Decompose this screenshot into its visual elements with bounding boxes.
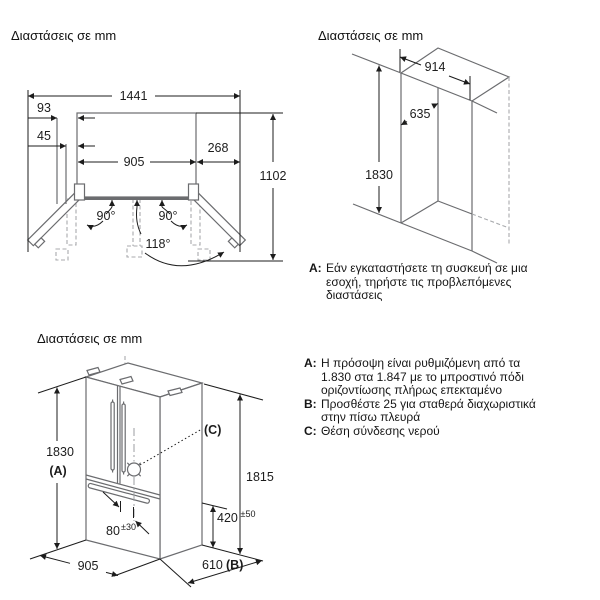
dim-1441-label: 1441 [119, 89, 148, 103]
note-c-row [304, 425, 592, 439]
dim-905-width [40, 556, 160, 577]
dim-610-b [160, 558, 262, 587]
dim-width-label: 905 [77, 559, 99, 573]
dim-niche-height-label: 1830 [365, 168, 393, 182]
angle-left-label: 90° [96, 209, 116, 223]
niche-outline [352, 48, 509, 263]
note-a-line-3: οριζοντίωσης πλήρως επεκταμένο [321, 383, 502, 397]
water-valve-icon [128, 463, 141, 476]
note-a-row [304, 357, 592, 371]
note-recess [309, 262, 571, 303]
right-hinge [189, 184, 199, 200]
dim-depth-label: 610 [202, 558, 223, 572]
top-view-open-doors-diagram [0, 0, 300, 330]
note-b-line-1: Προσθέστε 25 για σταθερά διαχωριστικά [321, 396, 536, 411]
note-a-line-1: Η πρόσοψη είναι ρυθμιζόμενη από τα [321, 356, 521, 370]
dim-1830-niche [365, 66, 393, 214]
left-door-open [28, 193, 84, 249]
dim-268 [197, 141, 240, 162]
dim-depth-key: (B) [226, 558, 244, 572]
doors-at-90-dashed [56, 199, 210, 260]
note-recess-line-3: διαστάσεις [326, 288, 383, 302]
dim-45-label: 45 [37, 129, 51, 143]
notes-block [304, 357, 592, 438]
dim-635 [401, 104, 438, 126]
dim-niche-width-label: 914 [424, 60, 446, 74]
dim-water-height-tol: ±50 [240, 509, 256, 519]
note-a-line-2: 1.830 στα 1.847 με το μπροστινό πόδι [321, 369, 524, 384]
dim-height-hinge-label: 1815 [246, 470, 274, 484]
dim-height-key: (A) [49, 464, 67, 478]
note-b-key: B: [304, 396, 317, 411]
note-recess-line-1: Εάν εγκαταστήσετε τη συσκευή σε μια [326, 261, 528, 275]
right-door-open [189, 193, 245, 249]
left-hinge [75, 184, 85, 200]
dim-water-offset-label: 80 [106, 524, 120, 538]
dim-height-label: 1830 [46, 445, 74, 459]
note-recess-key: A: [309, 261, 322, 275]
title-top-right: Διαστάσεις σε mm [318, 28, 424, 43]
dim-93-label: 93 [37, 101, 51, 115]
dim-water-height-label: 420 [217, 511, 238, 525]
note-b-row [304, 398, 592, 412]
dim-1102-label: 1102 [259, 169, 287, 183]
water-connection-label: (C) [204, 423, 222, 437]
dim-niche-depth-label: 635 [409, 107, 431, 121]
title-top-left: Διαστάσεις σε mm [11, 28, 117, 43]
dim-420 [202, 503, 255, 548]
dim-268-label: 268 [207, 141, 229, 155]
angle-full-open-label: 118° [145, 237, 171, 251]
title-bottom-left: Διαστάσεις σε mm [37, 331, 143, 346]
note-c-line-1: Θέση σύνδεσης νερού [321, 423, 440, 438]
front-view-fridge-diagram [0, 330, 300, 600]
note-recess-line-2: εσοχή, τηρήστε τις προβλεπόμενες [326, 274, 512, 289]
dim-water-offset-tol: ±30 [121, 522, 136, 532]
note-c-key: C: [304, 423, 317, 438]
dim-905-label: 905 [123, 155, 145, 169]
dim-1830-a [30, 377, 86, 559]
angle-right-label: 90° [158, 209, 178, 223]
note-a-key: A: [304, 356, 317, 370]
note-b-line-2: στην πίσω πλευρά [321, 410, 421, 424]
